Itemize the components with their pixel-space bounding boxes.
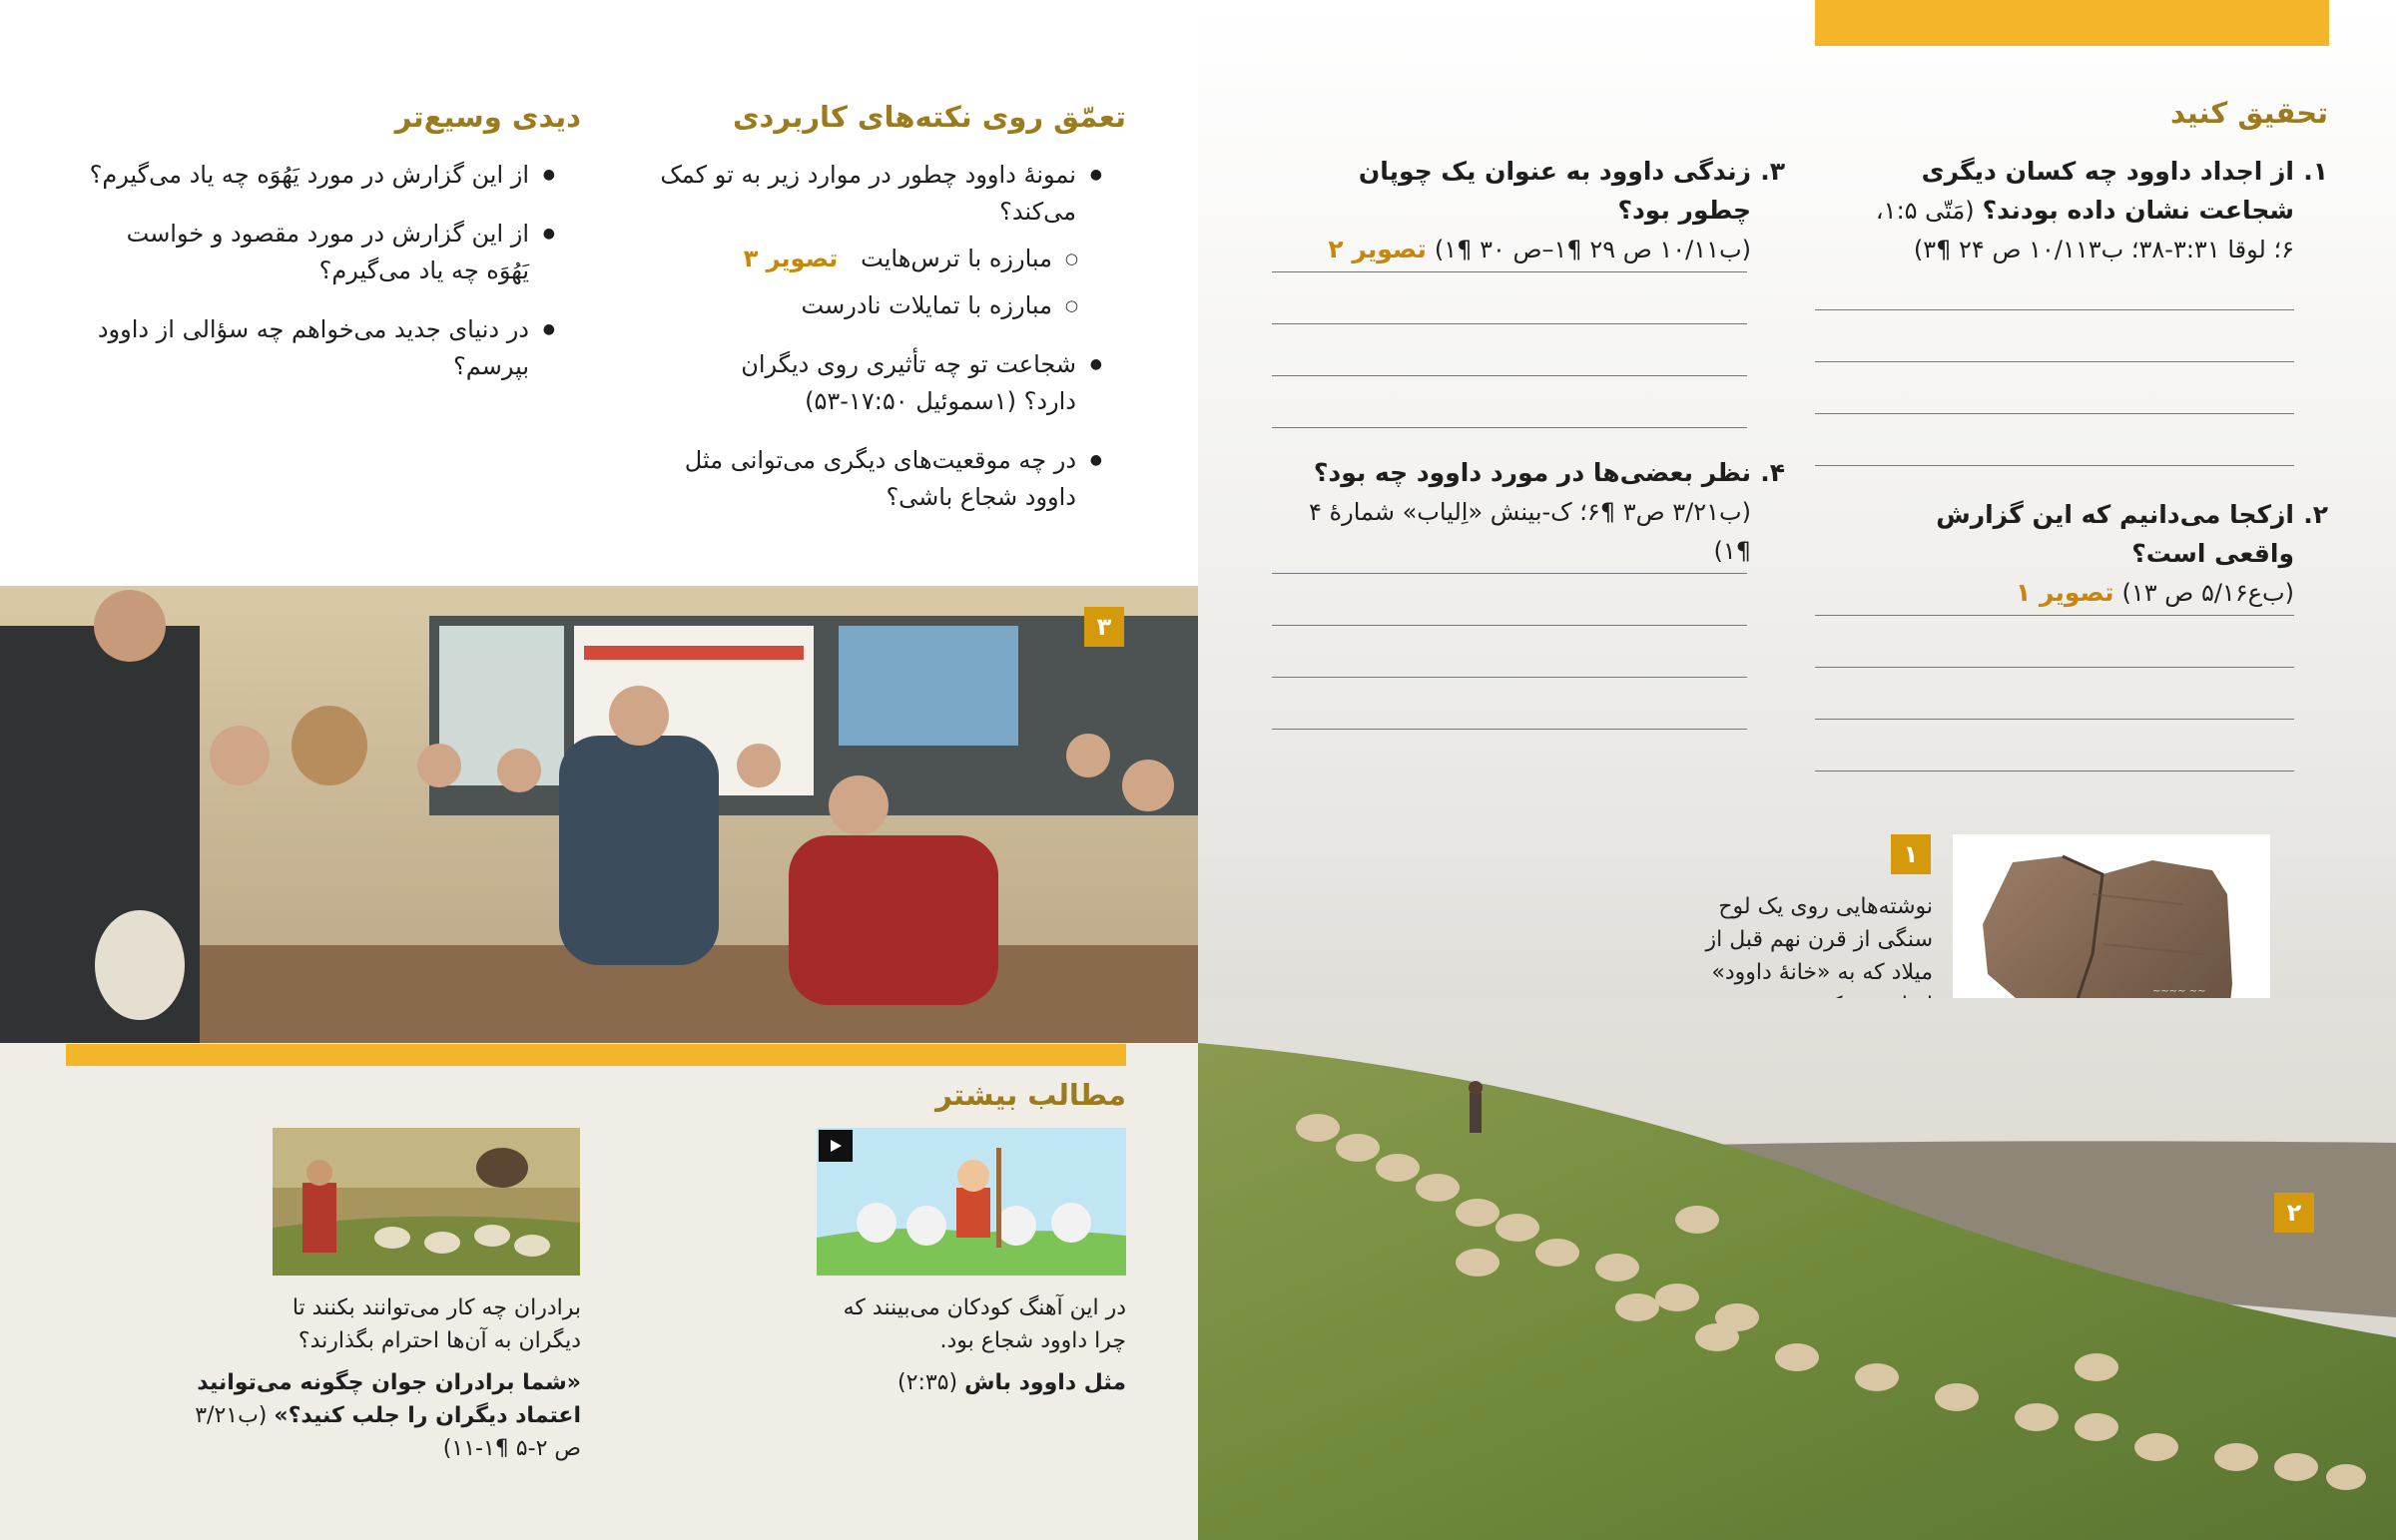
- more-item-description: در این آهنگ کودکان می‌بینند که چرا داوود شجاع بود.: [843, 1295, 1126, 1353]
- answer-line[interactable]: [1815, 465, 2294, 466]
- accent-band: [66, 1044, 1126, 1066]
- question-4: [1266, 453, 1785, 570]
- list-item: [601, 157, 1076, 324]
- more-item-title[interactable]: [162, 1366, 581, 1465]
- list-item: [84, 157, 529, 194]
- question-text: ازکجا می‌دانیم که این گزارش واقعی است؟: [1936, 500, 2294, 568]
- list-item: [84, 311, 529, 385]
- sub-list-item: [601, 241, 1052, 277]
- answer-line[interactable]: [1272, 677, 1747, 678]
- more-item-title[interactable]: [827, 1366, 1126, 1399]
- figure-link[interactable]: تصویر ۳: [743, 245, 839, 272]
- answer-line[interactable]: [1815, 667, 2294, 668]
- question-number: ۴.: [1760, 458, 1785, 487]
- answer-line[interactable]: [1815, 309, 2294, 310]
- question-reference: (ب۳/۲۱ ص۳ ¶۶؛ ک-بینش «اِلیاب» شمارهٔ ۴ ¶۱): [1309, 498, 1751, 565]
- question-text: زندگی داوود به عنوان یک چوپان چطور بود؟: [1358, 157, 1751, 225]
- bullet-text: از این گزارش در مورد یَهُوَه چه یاد می‌گیرم؟: [89, 161, 529, 189]
- figure-badge: ۱: [1891, 834, 1931, 874]
- list-item: [601, 346, 1076, 420]
- figure-badge: ۳: [1084, 607, 1124, 647]
- figure-link[interactable]: تصویر ۲: [1328, 235, 1427, 263]
- question-number: ۳.: [1760, 157, 1785, 186]
- bullet-text: در چه موقعیت‌های دیگری می‌توانی مثل داوود شجاع باشی؟: [684, 446, 1076, 511]
- question-text: از اجداد داوود چه کسان دیگری شجاعت نشان داده بودند؟: [1921, 157, 2294, 225]
- bullet-text: شجاعت تو چه تأثیری روی دیگران دارد؟ (۱سموئیل ۱۷:۵۰-۵۳): [741, 350, 1076, 415]
- question-reference: (ب۱۰/۱۱ ص ۲۹ ¶۱–ص ۳۰ ¶۱): [1434, 236, 1751, 263]
- question-2: [1849, 495, 2328, 612]
- answer-line[interactable]: [1272, 625, 1747, 626]
- more-item-description: برادران چه کار می‌توانند بکنند تا دیگران به آن‌ها احترام بگذارند؟: [292, 1295, 581, 1353]
- answer-line[interactable]: [1272, 271, 1747, 272]
- question-1: [1849, 152, 2328, 268]
- figure-link[interactable]: تصویر ۱: [2015, 578, 2114, 607]
- question-text: نظر بعضی‌ها در مورد داوود چه بود؟: [1313, 458, 1751, 487]
- bullet-text: مبارزه با ترس‌هایت: [861, 245, 1052, 272]
- wider-list: [84, 157, 553, 407]
- answer-line[interactable]: [1272, 729, 1747, 730]
- answer-line[interactable]: [1815, 361, 2294, 362]
- question-number: ۲.: [2303, 500, 2328, 529]
- answer-line[interactable]: [1272, 323, 1747, 324]
- answer-line[interactable]: [1815, 719, 2294, 720]
- practical-list: [601, 157, 1100, 538]
- accent-band: [1815, 0, 2329, 46]
- answer-line[interactable]: [1272, 375, 1747, 376]
- question-number: ۱.: [2303, 157, 2328, 186]
- title-text: مثل داوود باش: [964, 1370, 1126, 1395]
- reference-text: (ب۳/۲۱ ص ۲-۵ ¶۱-۱۱): [195, 1403, 581, 1461]
- list-item: [84, 216, 529, 289]
- practical-heading: تعمّق روی نکته‌های کاربردی: [732, 100, 1126, 134]
- answer-line[interactable]: [1815, 770, 2294, 771]
- list-item: [601, 442, 1076, 516]
- reference-text: (۲:۳۵): [898, 1370, 958, 1395]
- more-heading: مطالب بیشتر: [935, 1078, 1126, 1112]
- bullet-text: نمونهٔ داوود چطور در موارد زیر به تو کمک می‌کند؟: [660, 161, 1076, 226]
- title-text: «شما برادران جوان چگونه می‌توانید اعتماد دیگران را جلب کنید؟»: [197, 1370, 581, 1428]
- shepherd-hill-image: [1198, 998, 2396, 1540]
- bullet-text: در دنیای جدید می‌خواهم چه سؤالی از داوود بپرسم؟: [97, 315, 529, 380]
- research-heading: تحقیق کنید: [2169, 96, 2328, 130]
- video-thumbnail[interactable]: [817, 1128, 1126, 1276]
- answer-line[interactable]: [1272, 427, 1747, 428]
- figure-caption: نوشته‌هایی روی یک لوح سنگی از قرن نهم قبل از میلاد که به «خانهٔ داوود»: [1705, 894, 1933, 985]
- question-reference: (مَتّی ۱:۵، ۶؛ لوقا ۳:۳۱-۳۸؛ ب۱۰/۱۱۳ ص ۲۴ ¶۳): [1875, 197, 2294, 263]
- answer-line[interactable]: [1815, 413, 2294, 414]
- sub-list-item: [601, 287, 1052, 324]
- bullet-text: از این گزارش در مورد مقصود و خواست یَهُوَه چه یاد می‌گیرم؟: [126, 220, 529, 284]
- play-icon[interactable]: [819, 1130, 853, 1162]
- bullet-text: مبارزه با تمایلات نادرست: [801, 291, 1052, 319]
- classroom-image: [0, 586, 1198, 1043]
- wider-heading: دیدی وسیع‌تر: [394, 100, 581, 134]
- svg-text:~~~~ ~~: ~~~~ ~~: [2152, 986, 2206, 997]
- answer-line[interactable]: [1815, 615, 2294, 616]
- answer-line[interactable]: [1272, 573, 1747, 574]
- article-thumbnail[interactable]: [273, 1128, 580, 1276]
- figure-badge: ۲: [2274, 1193, 2314, 1233]
- question-reference: (ب‌ع۵/۱۶ ص ۱۳): [2121, 579, 2294, 607]
- question-3: [1306, 152, 1785, 268]
